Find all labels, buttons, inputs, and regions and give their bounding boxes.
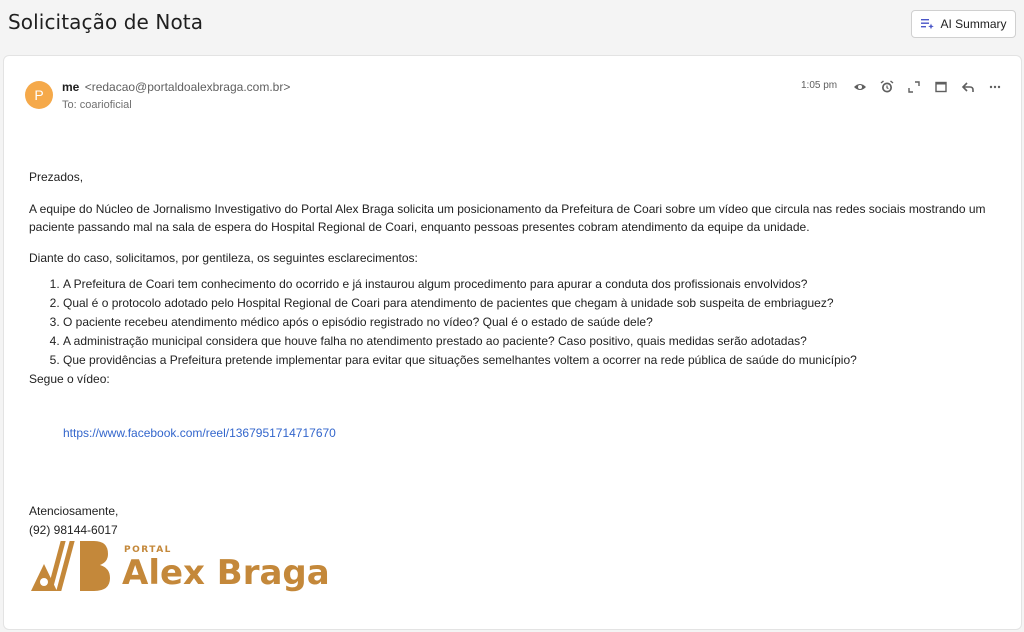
ai-summary-icon (920, 17, 934, 31)
reply-icon[interactable] (957, 76, 978, 97)
signature (29, 502, 118, 540)
eye-icon[interactable] (849, 76, 870, 97)
video-link[interactable]: https://www.facebook.com/reel/1367951714717670 (63, 426, 336, 440)
message-toolbar (849, 76, 1005, 97)
greeting: Prezados, (29, 170, 84, 184)
email-card (3, 55, 1022, 630)
questions-list (29, 275, 1009, 370)
ai-summary-label: AI Summary (940, 17, 1007, 31)
sender-name[interactable]: me (62, 80, 80, 94)
avatar[interactable]: P (25, 81, 53, 109)
recipient-line[interactable]: To: coarioficial (62, 99, 132, 111)
email-body (29, 168, 1009, 442)
timestamp: 1:05 pm (801, 80, 838, 91)
alarm-clock-icon[interactable] (876, 76, 897, 97)
list-item: 4. A administração municipal considera que houve falha no atendimento prestado ao paciente? Caso positivo, quais medidas serão adotadas? (63, 332, 1009, 351)
list-item: 5. Que providências a Prefeitura pretende implementar para evitar que situações semelhantes voltem a ocorrer na rede pública de saúde do município? (63, 351, 1009, 370)
sender-email[interactable]: <redacao@portaldoalexbraga.com.br> (84, 80, 291, 94)
expand-icon[interactable] (903, 76, 924, 97)
sender-line (62, 80, 290, 94)
intro-paragraph: A equipe do Núcleo de Jornalismo Investigativo do Portal Alex Braga solicita um posicionamento da Prefeitura de Coari sobre um vídeo que circula nas redes sociais mostrando um paciente passando mal na sala de espera do Hospital Regional de Coari, enquanto pessoas presentes cobram atendimento da equipe da unidade. (29, 202, 986, 234)
phone-number: (92) 98144-6017 (29, 523, 118, 537)
email-subject: Solicitação de Nota (8, 10, 204, 34)
video-label: Segue o vídeo: (29, 372, 110, 386)
list-item: 2. Qual é o protocolo adotado pelo Hospital Regional de Coari para atendimento de pacientes que chegam à unidade sob suspeita de embriaguez? (63, 294, 1009, 313)
list-item: 1. A Prefeitura de Coari tem conhecimento do ocorrido e já instaurou algum procedimento para apurar a conduta dos profissionais envolvidos? (63, 275, 1009, 294)
window-icon[interactable] (930, 76, 951, 97)
portal-logo (26, 536, 346, 601)
ai-summary-button[interactable] (911, 10, 1016, 38)
more-icon[interactable] (984, 76, 1005, 97)
signoff: Atenciosamente, (29, 504, 119, 518)
logo-big-text: Alex Braga (122, 553, 330, 593)
list-item: 3. O paciente recebeu atendimento médico após o episódio registrado no vídeo? Qual é o estado de saúde dele? (63, 313, 1009, 332)
logo-small-text: PORTAL (124, 545, 172, 555)
lead-paragraph: Diante do caso, solicitamos, por gentileza, os seguintes esclarecimentos: (29, 251, 418, 265)
